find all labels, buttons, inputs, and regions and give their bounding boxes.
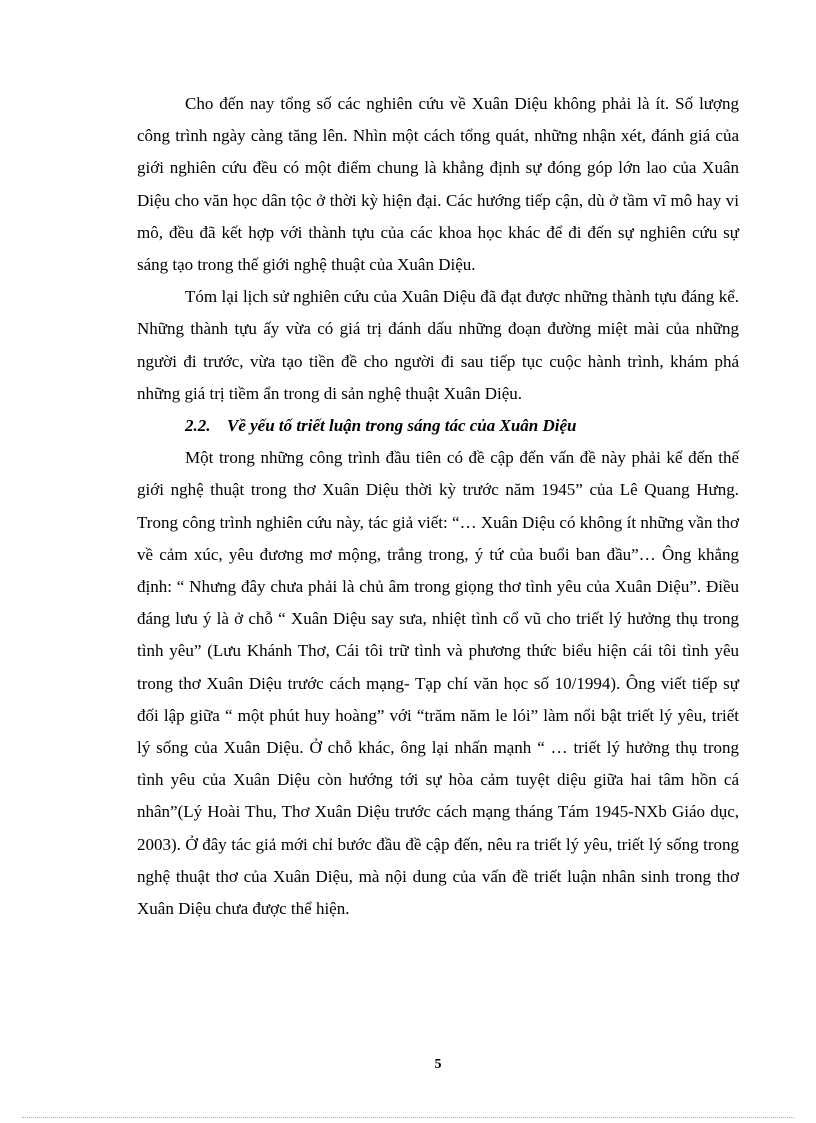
- section-number: 2.2.: [185, 416, 211, 436]
- paragraph-section-content: Một trong những công trình đầu tiên có đề cập đến vấn đề này phải kể đến thế giới nghệ thuật trong thơ Xuân Diệu thời kỳ trước năm 1945” của Lê Quang Hưng. Trong công trình nghiên cứu này, tác giả viết: “… Xuân Diệu có không ít những vần thơ về cảm xúc, yêu đương mơ mộng, trắng trong, ý tứ của buổi ban đầu”… Ông khẳng định: “ Nhưng đây chưa phải là chủ âm trong giọng thơ tình yêu của Xuân Diệu”. Điều đáng lưu ý là ở chỗ “ Xuân Diệu say sưa, nhiệt tình cổ vũ cho triết lý hưởng thụ trong tình yêu” (Lưu Khánh Thơ, Cái tôi trữ tình và phương thức biểu hiện cái tôi tình yêu trong thơ Xuân Diệu trước cách mạng- Tạp chí văn học số 10/1994). Ông viết tiếp sự đối lập giữa “ một phút huy hoàng” với “trăm năm le lói” làm nổi bật triết lý yêu, triết lý sống của Xuân Diệu. Ở chỗ khác, ông lại nhấn mạnh “ … triết lý hưởng thụ trong tình yêu của Xuân Diệu còn hướng tới sự hòa cảm tuyệt diệu giữa hai tâm hồn cá nhân”(Lý Hoài Thu, Thơ Xuân Diệu trước cách mạng tháng Tám 1945-NXb Giáo dục, 2003). Ở đây tác giả mới chỉ bước đầu đề cập đến, nêu ra triết lý yêu, triết lý sống trong nghệ thuật thơ của Xuân Diệu, mà nội dung của vấn đề triết luận nhân sinh trong thơ Xuân Diệu chưa được thể hiện.: [137, 448, 739, 919]
- section-heading: [137, 410, 739, 442]
- document-body: [137, 88, 739, 925]
- page-border-line: [22, 1117, 794, 1118]
- section-title: Về yếu tố triết luận trong sáng tác của Xuân Diệu: [227, 416, 577, 436]
- paragraph-research-summary: Cho đến nay tổng số các nghiên cứu về Xuân Diệu không phải là ít. Số lượng công trình ngày càng tăng lên. Nhìn một cách tổng quát, những nhận xét, đánh giá của giới nghiên cứu đều có một điểm chung là khẳng định sự đóng góp lớn lao của Xuân Diệu cho văn học dân tộc ở thời kỳ hiện đại. Các hướng tiếp cận, dù ở tầm vĩ mô hay vi mô, đều đã kết hợp với thành tựu của các khoa học khác để đi đến sự nghiên cứu sự sáng tạo trong thế giới nghệ thuật của Xuân Diệu.: [137, 94, 739, 275]
- paragraph-conclusion: Tóm lại lịch sử nghiên cứu của Xuân Diệu đã đạt được những thành tựu đáng kể. Những thành tựu ấy vừa có giá trị đánh dấu những đoạn đường miệt mài của những người đi trước, vừa tạo tiền đề cho người đi sau tiếp tục cuộc hành trình, khám phá những giá trị tiềm ẩn trong di sản nghệ thuật Xuân Diệu.: [137, 287, 739, 403]
- page-number: 5: [434, 1057, 442, 1072]
